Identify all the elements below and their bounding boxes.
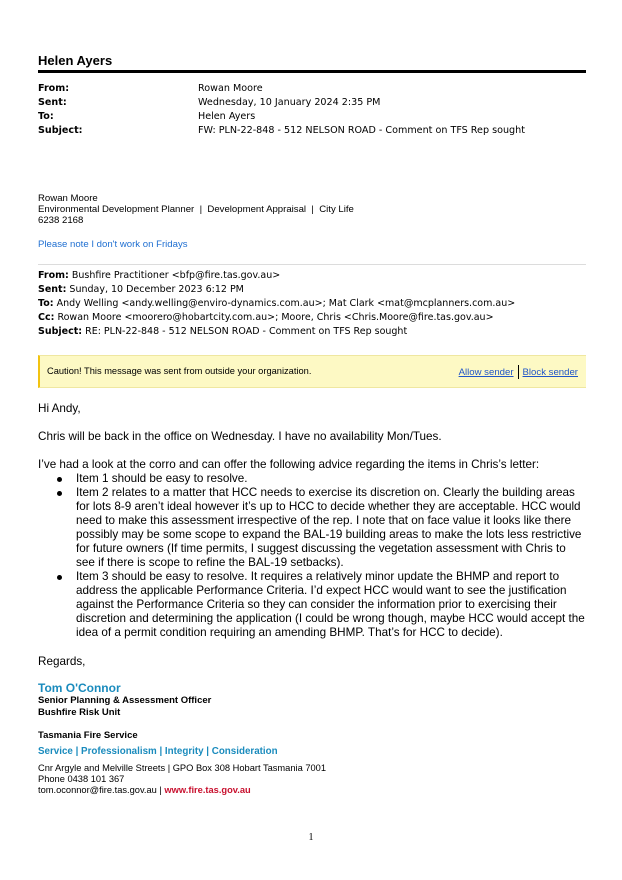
sender-signature	[38, 681, 438, 796]
list-item-text: Item 2 relates to a matter that HCC needs to exercise its discretion on. Clearly the building areas for lots 8-9 aren’t ideal however it’s up to HCC to decide whether they are acceptable. HCC would need to make this assessment irrespective of the rep. I note that on face value it looks like there possibly may be some scope to expand the BAL-19 building areas to make the lots less restrictive for future owners (If time permits, I suggest discussing the vegetation assessment with Chris to see if there is scope to refine the BAL-19 setbacks).	[76, 486, 582, 569]
sender-phone: Phone 0438 101 367	[38, 774, 125, 784]
header-sent-label: Sent:	[38, 97, 67, 108]
sender-organisation: Tasmania Fire Service	[38, 730, 138, 741]
mailbox-owner-name: Helen Ayers	[38, 53, 113, 68]
sender-contact	[38, 763, 438, 796]
actions-divider	[518, 365, 519, 379]
sender-title: Senior Planning & Assessment Officer	[38, 695, 212, 706]
orig-from-label: From:	[38, 270, 69, 281]
body-paragraph-1: Chris will be back in the office on Wednesday. I have no availability Mon/Tues.	[38, 430, 442, 443]
body-paragraph-2: I’ve had a look at the corro and can offer the following advice regarding the items in Chris’s letter:	[38, 458, 540, 471]
forward-header	[38, 82, 586, 138]
orig-from-value: Bushfire Practitioner <bfp@fire.tas.gov.au>	[71, 270, 281, 281]
block-sender-link[interactable]: Block sender	[522, 366, 578, 378]
sender-website-link[interactable]: www.fire.tas.gov.au	[164, 785, 251, 795]
orig-sent-row	[38, 283, 586, 297]
forwarder-title: Environmental Development Planner | Development Appraisal | City Life	[38, 204, 354, 215]
sender-links	[38, 785, 438, 796]
orig-subject-row	[38, 325, 586, 339]
owner-divider	[38, 70, 586, 73]
orig-to-value: Andy Welling <andy.welling@enviro-dynamics.com.au>; Mat Clark <mat@mcplanners.com.au>	[56, 298, 516, 309]
orig-cc-value: Rowan Moore <moorero@hobartcity.com.au>; Moore, Chris <Chris.Moore@fire.tas.gov.au>	[57, 312, 494, 323]
forwarder-name: Rowan Moore	[38, 193, 98, 204]
availability-note: Please note I don't work on Fridays	[38, 239, 188, 250]
header-from-value: Rowan Moore	[198, 83, 263, 94]
orig-from-row	[38, 269, 586, 283]
header-to-label: To:	[38, 111, 54, 122]
sender-address: Cnr Argyle and Melville Streets | GPO Box 308 Hobart Tasmania 7001	[38, 763, 327, 773]
sender-actions	[459, 365, 578, 379]
list-item	[38, 472, 586, 486]
sender-email-link[interactable]: tom.oconnor@fire.tas.gov.au	[38, 785, 157, 795]
header-sent-value: Wednesday, 10 January 2024 2:35 PM	[198, 97, 381, 108]
closing: Regards,	[38, 655, 86, 668]
list-item-text: Item 3 should be easy to resolve. It requires a relatively minor update the BHMP and report to address the applicable Performance Criteria. I’d expect HCC would want to see the justification against the Performance Criteria so they can consider the information prior to exercising their discretion and determining the application (I could be wrong though, maybe HCC would accept the idea of a permit condition requiring an amending BHMP. That’s for HCC to decide).	[76, 570, 585, 639]
forwarder-signature	[38, 193, 354, 226]
header-from-row	[38, 82, 586, 96]
bullet-icon	[57, 477, 62, 482]
greeting: Hi Andy,	[38, 402, 81, 415]
original-header	[38, 269, 586, 339]
orig-cc-row	[38, 311, 586, 325]
sender-unit: Bushfire Risk Unit	[38, 707, 121, 718]
orig-sent-label: Sent:	[38, 284, 67, 295]
links-separator: |	[156, 785, 165, 795]
message-separator	[38, 264, 586, 265]
caution-message: Caution! This message was sent from outside your organization.	[47, 366, 312, 376]
orig-to-label: To:	[38, 298, 54, 309]
header-subject-row	[38, 124, 586, 138]
external-sender-banner	[38, 355, 586, 388]
list-item	[38, 570, 586, 640]
orig-to-row	[38, 297, 586, 311]
bullet-icon	[57, 575, 62, 580]
sender-name: Tom O'Connor	[38, 681, 121, 695]
header-to-value: Helen Ayers	[198, 111, 256, 122]
header-sent-row	[38, 96, 586, 110]
page-number: 1	[308, 832, 314, 843]
allow-sender-link[interactable]: Allow sender	[458, 366, 514, 378]
orig-subject-label: Subject:	[38, 326, 83, 337]
header-from-label: From:	[38, 83, 70, 94]
advice-list	[38, 472, 586, 640]
orig-sent-value: Sunday, 10 December 2023 6:12 PM	[69, 284, 244, 295]
header-subject-label: Subject:	[38, 125, 83, 136]
list-item-text: Item 1 should be easy to resolve.	[76, 472, 248, 485]
list-item	[38, 486, 586, 570]
bullet-icon	[57, 491, 62, 496]
header-to-row	[38, 110, 586, 124]
forwarder-phone: 6238 2168	[38, 215, 84, 226]
header-subject-value: FW: PLN-22-848 - 512 NELSON ROAD - Comment on TFS Rep sought	[198, 125, 525, 136]
orig-subject-value: RE: PLN-22-848 - 512 NELSON ROAD - Comment on TFS Rep sought	[85, 326, 408, 337]
organisation-values: Service | Professionalism | Integrity | Consideration	[38, 746, 278, 757]
orig-cc-label: Cc:	[38, 312, 55, 323]
